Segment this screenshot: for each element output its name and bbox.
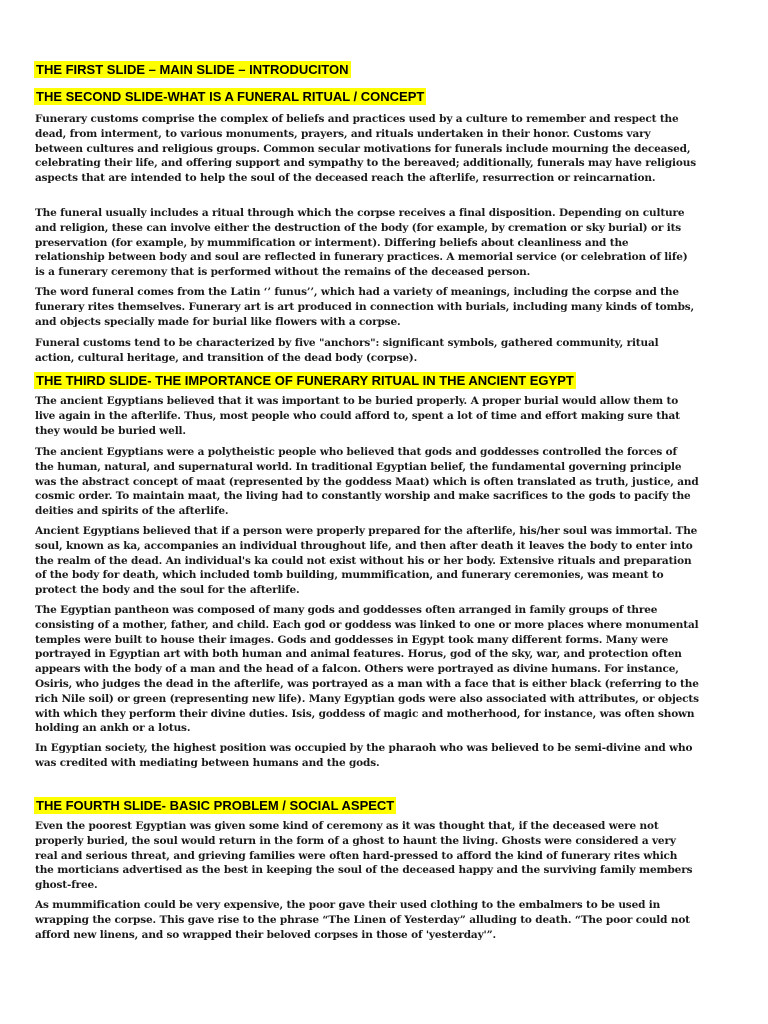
paragraph-soul-ka: Ancient Egyptians believed that if a person were properly prepared for the afterlife, his/her soul was immortal. The soul, known as ka, accompanies an individual throughout life, and then after death it leaves the body to enter into the realm of the dead. An individual's ka could not exist without his or her body. Extensive rituals and preparation of the body for death, which included tomb building, mummification, and funerary ceremonies, was meant to protect the body and the soul for the afterlife. [35, 525, 698, 597]
paragraph-word-funeral: The word funeral comes from the Latin ‘’ funus’’, which had a variety of meanings, including the corpse and the funerary rites themselves. Funerary art is art produced in connection with burials, including many kinds of tombs, and objects specially made for burial like flowers with a corpse. [35, 286, 695, 328]
heading-fourth-slide: THE FOURTH SLIDE- BASIC PROBLEM / SOCIAL ASPECT [36, 798, 395, 813]
paragraph-polytheistic: The ancient Egyptians were a polytheistic people who believed that gods and goddesses controlled the forces of the human, natural, and supernatural world. In traditional Egyptian belief, the fundamental governing principle was the abstract concept of maat (represented by the goddess Maat) which is often translated as truth, justice, and cosmic order. To maintain maat, the living had to constantly worship and make sacrifices to the gods to pacify the deities and spirits of the afterlife. [35, 446, 699, 518]
paragraph-poorest-egyptian: Even the poorest Egyptian was given some kind of ceremony as it was thought that, if the deceased were not properly buried, the soul would return in the form of a ghost to haunt the living. Ghosts were considered a very real and serious threat, and grieving families were often hard-pressed to afford the kind of funerary rites which the morticians advertised as the best in keeping the soul of the deceased happy and the surviving family members ghost-free. [35, 820, 693, 892]
paragraph-pantheon: The Egyptian pantheon was composed of many gods and goddesses often arranged in family groups of three consisting of a mother, father, and child. Each god or goddess was linked to one or more places where monumental temples were built to house their images. Gods and goddesses in Egypt took many different forms. Many were portrayed in Egyptian art with both human and animal features. Horus, god of the sky, war, and protection often appears with the body of a man and the head of a falcon. Others were portrayed as divine humans. For instance, Osiris, who judges the dead in the afterlife, was portrayed as a man with a face that is either black (referring to the rich Nile soil) or green (representing new life). Many Egyptian gods were also associated with attributes, or objects with which they perform their divine duties. Isis, goddess of magic and motherhood, for instance, was often shown holding an ankh or a lotus. [35, 604, 699, 735]
paragraph-five-anchors: Funeral customs tend to be characterized by five "anchors": significant symbols, gathered community, ritual action, cultural heritage, and transition of the dead body (corpse). [35, 337, 659, 364]
paragraph-pharaoh: In Egyptian society, the highest position was occupied by the pharaoh who was believed to be semi-divine and who was credited with mediating between humans and the gods. [35, 742, 693, 769]
paragraph-buried-properly: The ancient Egyptians believed that it was important to be buried properly. A proper burial would allow them to live again in the afterlife. Thus, most people who could afford to, spent a lot of time and effort making sure that they would be buried well. [35, 395, 680, 437]
heading-first-slide: THE FIRST SLIDE – MAIN SLIDE – INTRODUCITON [36, 62, 349, 77]
paragraph-funerary-customs: Funerary customs comprise the complex of beliefs and practices used by a culture to remember and respect the dead, from interment, to various monuments, prayers, and rituals undertaken in their honor. Customs vary between cultures and religious groups. Common secular motivations for funerals include mourning the deceased, celebrating their life, and offering support and sympathy to the bereaved; additionally, funerals may have religious aspects that are intended to help the soul of the deceased reach the afterlife, resurrection or reincarnation. [35, 113, 696, 185]
paragraph-funeral-ritual: The funeral usually includes a ritual through which the corpse receives a final disposition. Depending on culture and religion, these can involve either the destruction of the body (for example, by cremation or sky burial) or its preservation (for example, by mummification or interment). Differing beliefs about cleanliness and the relationship between body and soul are reflected in funerary practices. A memorial service (or celebration of life) is a funerary ceremony that is performed without the remains of the deceased person. [35, 207, 688, 279]
heading-second-slide: THE SECOND SLIDE-WHAT IS A FUNERAL RITUAL / CONCEPT [36, 89, 425, 104]
paragraph-linen-of-yesterday: As mummification could be very expensive, the poor gave their used clothing to the embalmers to be used in wrapping the corpse. This gave rise to the phrase “The Linen of Yesterday” alluding to death. “The poor could not afford new linens, and so wrapped their beloved corpses in those of 'yesterday'”. [35, 899, 690, 941]
heading-third-slide: THE THIRD SLIDE- THE IMPORTANCE OF FUNERARY RITUAL IN THE ANCIENT EGYPT [36, 373, 574, 388]
